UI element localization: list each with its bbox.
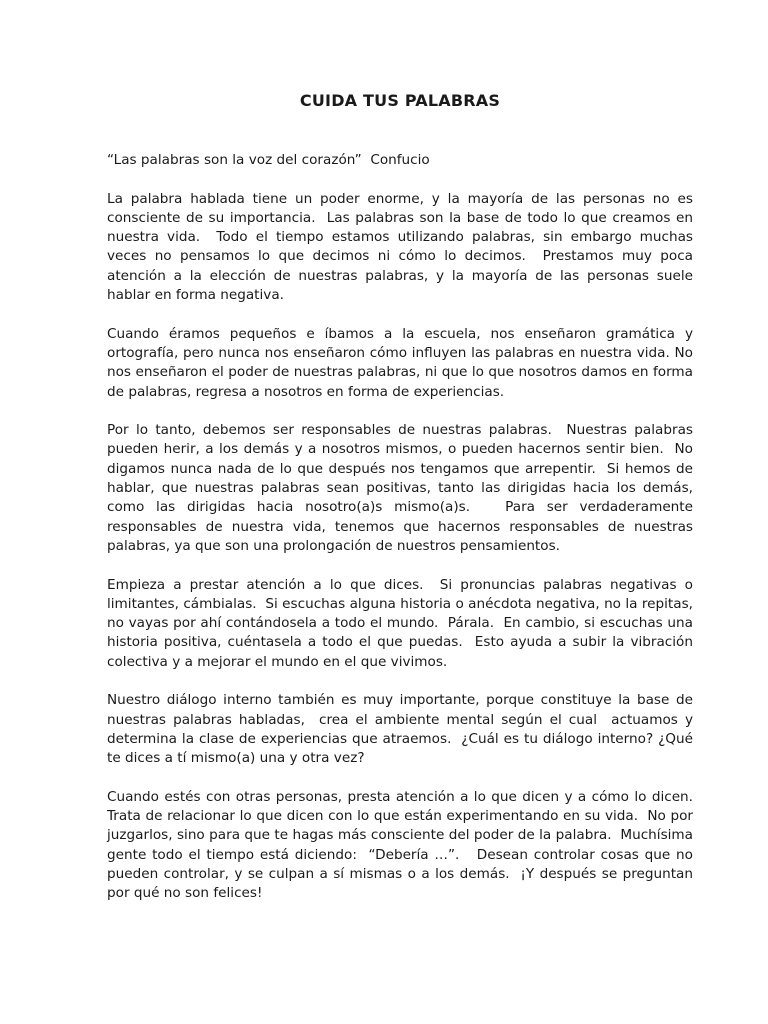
paragraph-3: Por lo tanto, debemos ser responsables de nuestras palabras. Nuestras palabras pueden herir, a los demás y a nosotros mismos, o pueden hacernos sentir bien. No digamos nunca nada de lo que después nos tengamos que arrepentir. Si hemos de hablar, que nuestras palabras sean positivas, tanto las dirigidas hacia los demás, como las dirigidas hacia nosotro(a)s mismo(a)s. Para ser verdaderamente responsables de nuestra vida, tenemos que hacernos responsables de nuestras palabras, ya que son una prolongación de nuestros pensamientos.	[107, 422, 698, 554]
paragraph-4: Empieza a prestar atención a lo que dices. Si pronuncias palabras negativas o limitantes, cámbialas. Si escuchas alguna historia o anécdota negativa, no la repitas, no vayas por ahí contándosela a todo el mundo. Párala. En cambio, si escuchas una historia positiva, cuéntasela a todo el que puedas. Esto ayuda a subir la vibración colectiva y a mejorar el mundo en el que vivimos.	[107, 576, 698, 670]
paragraph-6: Cuando estés con otras personas, presta atención a lo que dicen y a cómo lo dicen. Trata de relacionar lo que dicen con lo que están experimentando en su vida. No por juzgarlos, sino para que te hagas más consciente del poder de la palabra. Muchísima gente todo el tiempo está diciendo: “Debería …”. Desean controlar cosas que no pueden controlar, y se culpan a sí mismas o a los demás. ¡Y después se preguntan por qué no son felices!	[107, 788, 698, 902]
paragraph-1: La palabra hablada tiene un poder enorme, y la mayoría de las personas no es consciente de su importancia. Las palabras son la base de todo lo que creamos en nuestra vida. Todo el tiempo estamos utilizando palabras, sin embargo muchas veces no pensamos lo que decimos ni cómo lo decimos. Prestamos muy poca atención a la elección de nuestras palabras, y la mayoría de las personas suele hablar en forma negativa.	[107, 190, 698, 304]
paragraph-5: Nuestro diálogo interno también es muy importante, porque constituye la base de nuestras palabras habladas, crea el ambiente mental según el cual actuamos y determina la clase de experiencias que atraemos. ¿Cuál es tu diálogo interno? ¿Qué te dices a tí mismo(a) una y otra vez?	[107, 692, 698, 767]
paragraph-2: Cuando éramos pequeños e íbamos a la escuela, nos enseñaron gramática y ortografía, pero nunca nos enseñaron cómo influyen las palabras en nuestra vida. No nos enseñaron el poder de nuestras palabras, ni que lo que nosotros damos en forma de palabras, regresa a nosotros en forma de experiencias.	[107, 325, 698, 400]
page-title: CUIDA TUS PALABRAS	[299, 91, 501, 110]
epigraph-quote: “Las palabras son la voz del corazón” Confucio	[107, 152, 430, 168]
document-body	[107, 151, 698, 923]
